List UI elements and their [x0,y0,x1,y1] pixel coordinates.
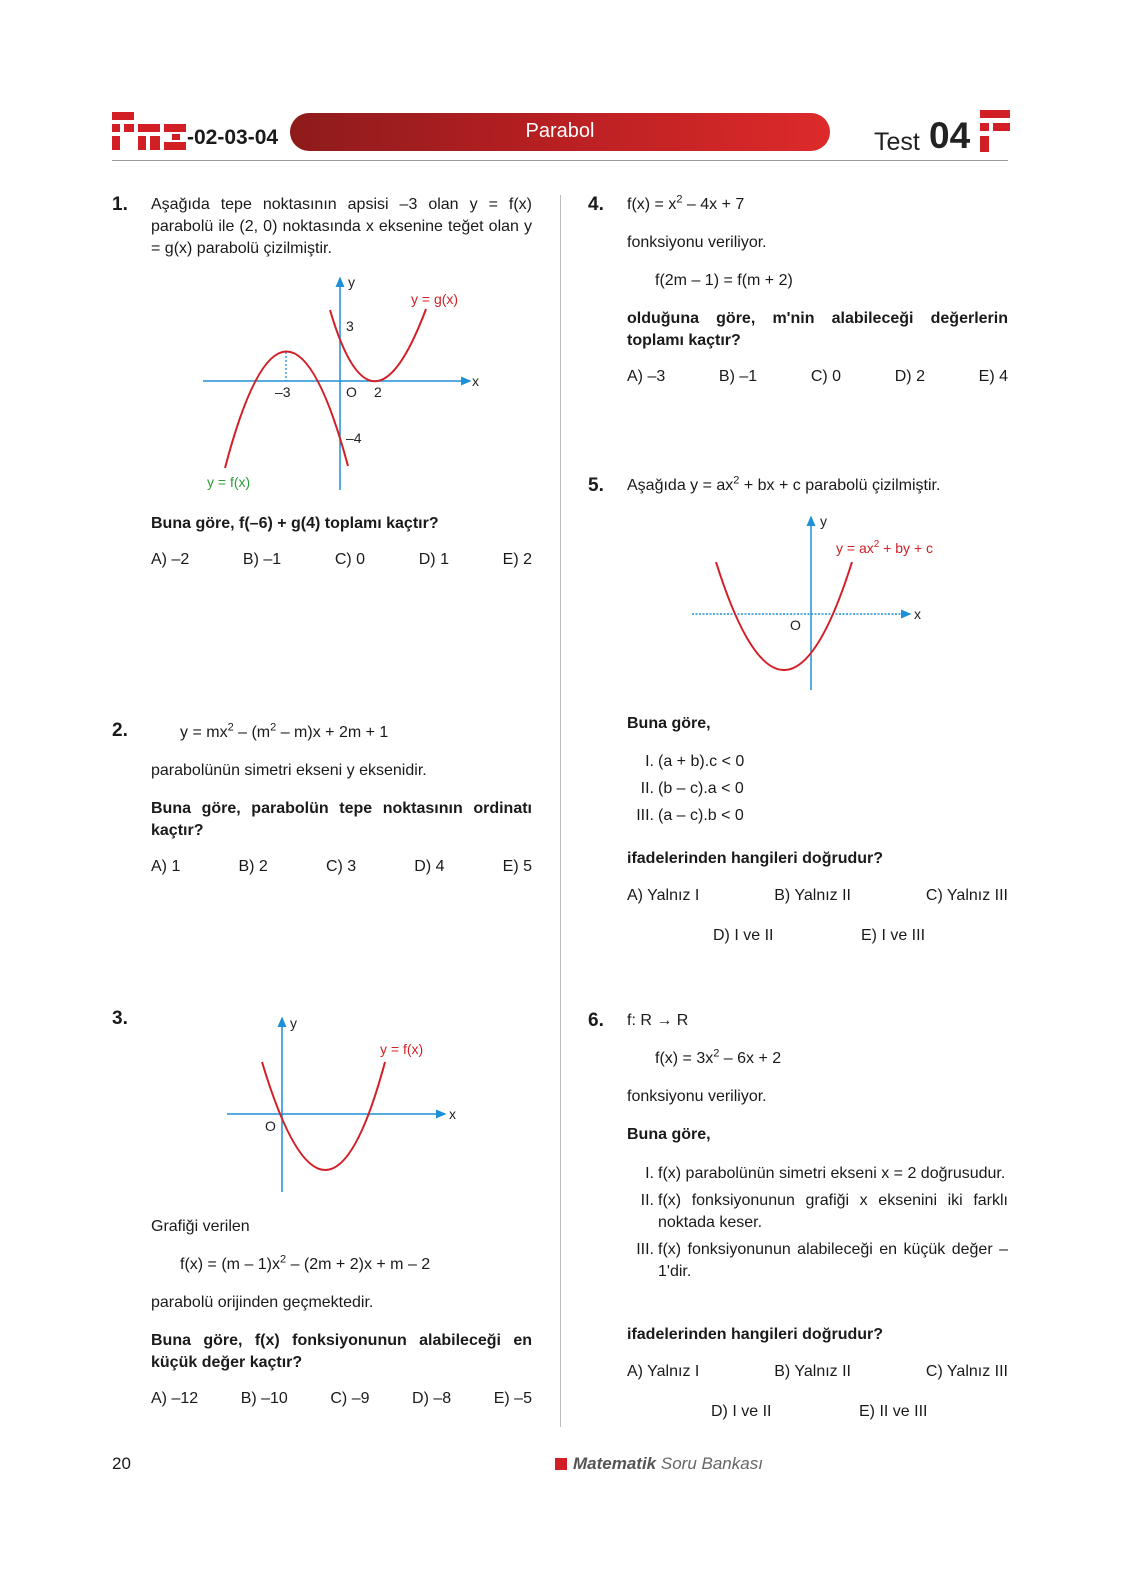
x-axis-label: x [472,373,479,389]
q3-option-c[interactable]: C) –9 [330,1390,370,1407]
q3-option-e[interactable]: E) –5 [493,1390,532,1407]
footer-brand [555,1454,763,1474]
origin-label: O [790,617,801,633]
curve-label: $y = ax^2$ + by + c [836,539,934,556]
q6-line1: f: R → R [627,1012,689,1029]
header-divider [112,160,1008,161]
q1-option-c[interactable]: C) 0 [334,551,366,568]
q1-option-d[interactable]: D) 1 [418,551,449,568]
x-axis-label: x [914,606,921,622]
tick-minus-4: –4 [346,430,362,446]
statement: II. f(x) fonksiyonunun grafiği x eksenini iki farklı noktada keser. [640,1192,1008,1231]
q1-text: Aşağıda tepe noktasının apsisi –3 olan y = f(x) parabolü ile (2, 0) noktasında x eksenine teğet olan y = g(x) parabolü çizilmiştir. [151,196,532,257]
q2-text: parabolünün simetri ekseni y eksenidir. [151,762,427,779]
brand-bold: Matematik [573,1454,657,1473]
q4-option-d[interactable]: D) 2 [894,368,925,385]
q6-intro: Buna göre, [627,1126,711,1143]
test-code: -02-03-04 [187,126,279,149]
q6-equation: $f(x) = 3x^2 - 6x + 2$ [655,1047,782,1067]
column-divider [560,195,561,1427]
q5-options-row1 [627,887,1008,905]
logo-mark-icon [980,110,1010,154]
q6-option-e[interactable]: E) II ve III [859,1403,928,1420]
q4-option-c[interactable]: C) 0 [810,368,842,385]
y-axis-label: y [290,1015,297,1031]
q4-options [627,368,1008,386]
q4-equation-2: f(2m – 1) = f(m + 2) [655,272,793,289]
q3-graph [220,1010,465,1200]
q1-option-b[interactable]: B) –1 [242,551,282,568]
page-number: 20 [112,1454,131,1473]
q3-text-2: parabolü orijinden geçmektedir. [151,1294,374,1311]
y-axis-label: y [348,274,355,290]
f-label: y = f(x) [207,474,251,490]
page-title: Parabol [525,120,595,142]
question-number-1: 1. [112,194,128,215]
question-number-2: 2. [112,720,128,741]
statement: II. (b – c).a < 0 [640,780,744,797]
statement: I. (a + b).c < 0 [645,753,745,770]
q2-option-e[interactable]: E) 5 [502,858,532,875]
q5-intro: Buna göre, [627,715,711,732]
y-axis-label: y [820,513,827,529]
q4-option-a[interactable]: A) –3 [627,368,666,385]
q3-option-d[interactable]: D) –8 [412,1390,452,1407]
question-number-5: 5. [588,475,604,496]
q4-equation: $f(x) = x^2 - 4x + 7$ [627,193,745,213]
q5-question: ifadelerinden hangileri doğrudur? [627,850,884,867]
tick-3: 3 [346,318,354,334]
f-label: y = f(x) [380,1041,424,1057]
tick-2: 2 [374,384,382,400]
q5-graph [685,510,955,695]
q3-option-a[interactable]: A) –12 [151,1390,199,1407]
q1-option-e[interactable]: E) 2 [502,551,532,568]
test-number: 04 [929,115,971,156]
q5-option-d[interactable]: D) I ve II [713,927,774,944]
tick-minus-3: –3 [275,384,291,400]
q1-graph [195,270,485,495]
q1-option-a[interactable]: A) –2 [151,551,190,568]
q6-text: fonksiyonu veriliyor. [627,1088,767,1105]
q2-equation: $y = mx^2 - (m^2 - m)x + 2m + 1$ [180,721,389,741]
q4-question: olduğuna göre, m'nin alabileceği değerlerin toplamı kaçtır? [627,310,1008,349]
q3-option-b[interactable]: B) –10 [240,1390,288,1407]
q2-option-a[interactable]: A) 1 [151,858,181,875]
q6-statements [627,1163,1008,1283]
q4-option-b[interactable]: B) –1 [718,368,758,385]
q6-options-row1 [627,1363,1008,1381]
q5-option-a[interactable]: A) Yalnız I [627,887,700,904]
q6-option-c[interactable]: C) Yalnız III [925,1363,1008,1380]
q3-question: Buna göre, f(x) fonksiyonunun alabileceği en küçük değer kaçtır? [151,1332,532,1371]
q3-text-1: Grafiği verilen [151,1218,250,1235]
statement: III. (a – c).b < 0 [636,807,744,824]
statement: III. f(x) fonksiyonunun alabileceği en küçük değer –1'dir. [636,1241,1008,1280]
q5-option-e[interactable]: E) I ve III [861,927,926,944]
g-parabola [330,309,426,381]
q4-text: fonksiyonu veriliyor. [627,234,767,251]
q2-option-d[interactable]: D) 4 [414,858,445,875]
question-number-6: 6. [588,1010,604,1031]
origin-label: O [346,384,357,400]
question-number-4: 4. [588,194,604,215]
q5-option-c[interactable]: C) Yalnız III [925,887,1008,904]
f-parabola [262,1062,385,1170]
faz-logo [112,110,186,154]
x-axis-label: x [449,1106,456,1122]
q3-equation: $f(x) = (m - 1)x^2 - (2m + 2)x + m - 2$ [180,1253,431,1273]
q2-option-b[interactable]: B) 2 [238,858,268,875]
q5-statements [627,751,1008,832]
brand-square-icon [555,1458,567,1470]
question-number-3: 3. [112,1008,128,1029]
q6-question: ifadelerinden hangileri doğrudur? [627,1326,884,1343]
q5-option-b[interactable]: B) Yalnız II [774,887,851,904]
q2-option-c[interactable]: C) 3 [325,858,357,875]
q6-option-d[interactable]: D) I ve II [711,1403,772,1420]
origin-label: O [265,1118,276,1134]
title-banner [290,113,830,151]
g-label: y = g(x) [411,291,459,307]
q2-options [151,858,532,876]
q5-text: Aşağıda $y = ax^2$ + bx + c parabolü çizilmiştir. [627,474,941,494]
brand-rest: Soru Bankası [660,1454,763,1473]
parabola-curve [716,562,852,670]
statement: I. f(x) parabolünün simetri ekseni x = 2 doğrusudur. [645,1165,1006,1182]
q1-question: Buna göre, f(–6) + g(4) toplamı kaçtır? [151,515,439,532]
test-label: Test [874,128,920,156]
q3-options [151,1390,532,1408]
q2-question: Buna göre, parabolün tepe noktasının ordinatı kaçtır? [151,800,532,839]
q6-option-b[interactable]: B) Yalnız II [774,1363,851,1380]
q1-options [151,551,532,569]
q4-option-e[interactable]: E) 4 [978,368,1008,385]
q6-option-a[interactable]: A) Yalnız I [627,1363,700,1380]
